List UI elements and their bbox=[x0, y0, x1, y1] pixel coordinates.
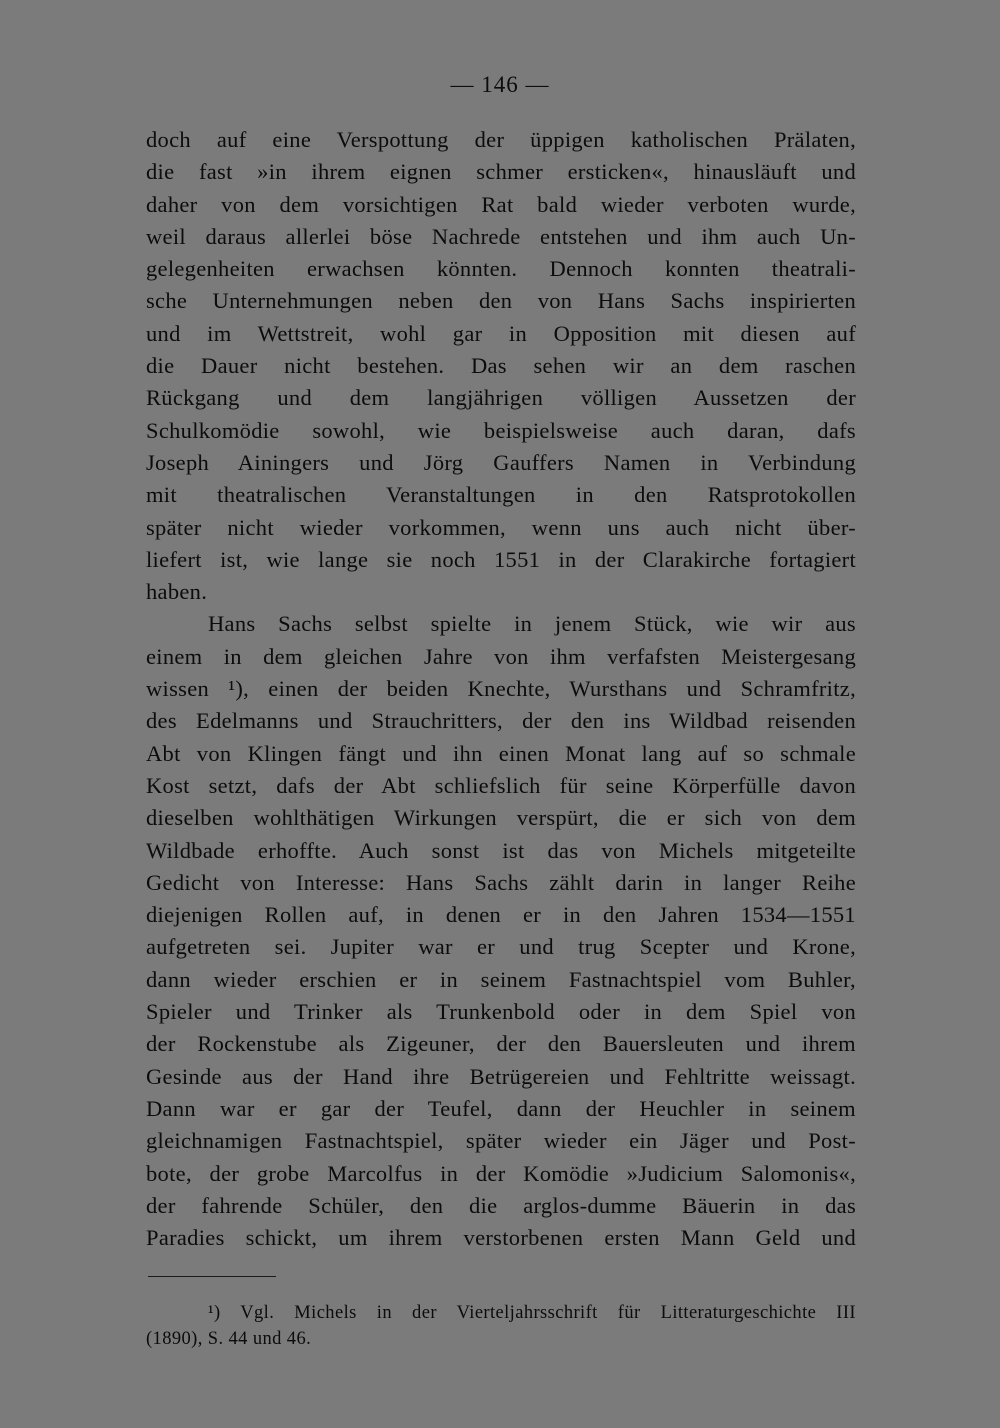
footnote-divider bbox=[148, 1276, 276, 1277]
text-line: einem in dem gleichen Jahre von ihm verfafsten Meistergesang bbox=[146, 643, 856, 669]
text-line: die fast »in ihrem eignen schmer ersticken«, hinausläuft und bbox=[146, 159, 856, 185]
text-line: dann wieder erschien er in seinem Fastnachtspiel vom Buhler, bbox=[146, 966, 856, 992]
text-line: weil daraus allerlei böse Nachrede entstehen und ihm auch Un- bbox=[146, 223, 856, 249]
text-line: mit theatralischen Veranstaltungen in den Ratsprotokollen bbox=[146, 482, 856, 508]
footnote-line: (1890), S. 44 und 46. bbox=[146, 1329, 312, 1349]
text-line: später nicht wieder vorkommen, wenn uns auch nicht über- bbox=[146, 514, 856, 540]
text-line: gelegenheiten erwachsen könnten. Dennoch konnten theatrali- bbox=[146, 256, 856, 282]
footnote-line: ¹) Vgl. Michels in der Vierteljahrsschrift für Litteraturgeschichte III bbox=[208, 1303, 856, 1323]
text-line: Paradies schickt, um ihrem verstorbenen ersten Mann Geld und bbox=[146, 1225, 856, 1251]
text-line: Gesinde aus der Hand ihre Betrügereien und Fehltritte weissagt. bbox=[146, 1063, 856, 1089]
text-line: gleichnamigen Fastnachtspiel, später wieder ein Jäger und Post- bbox=[146, 1128, 856, 1154]
text-line: Gedicht von Interesse: Hans Sachs zählt darin in langer Reihe bbox=[146, 869, 856, 895]
text-line: aufgetreten sei. Jupiter war er und trug Scepter und Krone, bbox=[146, 934, 856, 960]
footnotes bbox=[146, 1300, 856, 1352]
text-line: der Rockenstube als Zigeuner, der den Bauersleuten und ihrem bbox=[146, 1031, 856, 1057]
text-line: sche Unternehmungen neben den von Hans Sachs inspirierten bbox=[146, 288, 856, 314]
text-line: bote, der grobe Marcolfus in der Komödie »Judicium Salomonis«, bbox=[146, 1160, 856, 1186]
text-line: diejenigen Rollen auf, in denen er in den Jahren 1534—1551 bbox=[146, 902, 856, 928]
text-line: die Dauer nicht bestehen. Das sehen wir an dem raschen bbox=[146, 353, 856, 379]
text-line: Rückgang und dem langjährigen völligen Aussetzen der bbox=[146, 385, 856, 411]
text-line: der fahrende Schüler, den die arglos-dumme Bäuerin in das bbox=[146, 1192, 856, 1218]
page-number: — 146 — bbox=[450, 72, 550, 97]
text-line: daher von dem vorsichtigen Rat bald wieder verboten wurde, bbox=[146, 191, 856, 217]
text-line: liefert ist, wie lange sie noch 1551 in der Clarakirche fortagiert bbox=[146, 546, 856, 572]
text-line: Abt von Klingen fängt und ihn einen Monat lang auf so schmale bbox=[146, 740, 856, 766]
text-line: haben. bbox=[146, 579, 208, 605]
text-line: Schulkomödie sowohl, wie beispielsweise auch daran, dafs bbox=[146, 417, 856, 443]
text-line: dieselben wohlthätigen Wirkungen verspürt, die er sich von dem bbox=[146, 805, 856, 831]
text-line: und im Wettstreit, wohl gar in Opposition mit diesen auf bbox=[146, 320, 856, 346]
text-line: Kost setzt, dafs der Abt schliefslich für seine Körperfülle davon bbox=[146, 772, 856, 798]
text-line: doch auf eine Verspottung der üppigen katholischen Prälaten, bbox=[146, 127, 856, 152]
text-line: des Edelmanns und Strauchritters, der den ins Wildbad reisenden bbox=[146, 708, 856, 734]
text-line: Spieler und Trinker als Trunkenbold oder in dem Spiel von bbox=[146, 999, 856, 1025]
main-text bbox=[146, 124, 856, 1254]
text-line: wissen ¹), einen der beiden Knechte, Wursthans und Schramfritz, bbox=[146, 676, 856, 702]
text-line: Dann war er gar der Teufel, dann der Heuchler in seinem bbox=[146, 1095, 856, 1121]
text-line: Wildbade erhoffte. Auch sonst ist das von Michels mitgeteilte bbox=[146, 837, 856, 863]
text-line: Joseph Ainingers und Jörg Gauffers Namen in Verbindung bbox=[146, 449, 856, 475]
text-line: Hans Sachs selbst spielte in jenem Stück, wie wir aus bbox=[208, 611, 856, 637]
